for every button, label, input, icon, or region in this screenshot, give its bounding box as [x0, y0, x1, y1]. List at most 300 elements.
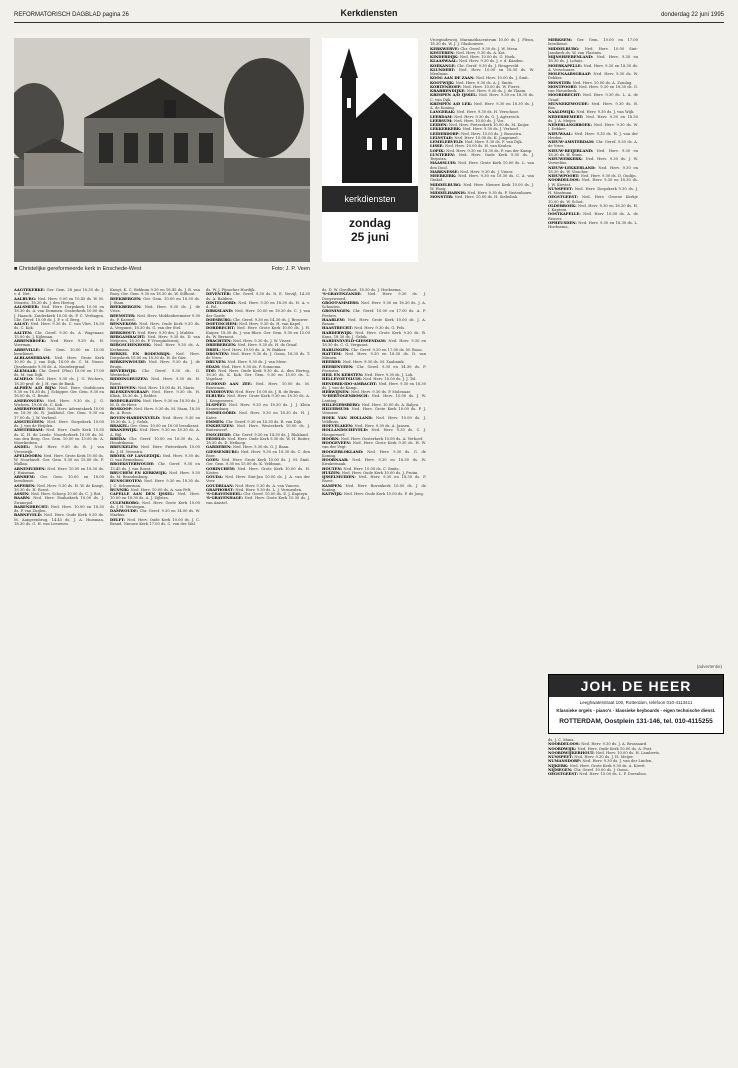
- listing-entry: [110, 509, 200, 518]
- listing-text: Ned. Herv. Adventskerk 10.00 en 18.30 ds. R. Jonkheid. Ger. Gem. 9.30 en 17.00 ds. J. W. Verheul.: [14, 407, 104, 420]
- listing-place: ALKMAAR:: [14, 368, 39, 373]
- listing-place: KAMPEN:: [322, 483, 346, 488]
- listing-entry: [548, 72, 638, 81]
- listing-place: MAASSLUIS:: [430, 161, 459, 166]
- listing-entry: [206, 369, 310, 382]
- listing-text: Ned. Herv. Dorpskerk 10.00 ds. J. van de Heijden.: [14, 419, 104, 428]
- listing-place: KRABBENDIJKE:: [430, 89, 467, 93]
- listing-place: MUNNEKEWOUDE:: [548, 101, 592, 106]
- listing-text: Ned. Herv. 9.30 ds. B. J. van Vreeswijk.: [14, 445, 104, 454]
- listing-entry: [110, 462, 200, 471]
- listing-text: Ned. Herv. 10.00 ds. G. Hoek.: [459, 55, 516, 59]
- listing-place: EDE:: [206, 368, 219, 373]
- listing-entry: [110, 437, 200, 446]
- listing-text: Ned. Herv. 9.30 ds. H. de Graaf.: [237, 343, 298, 348]
- listing-entry: [206, 424, 310, 433]
- listing-entry: [206, 437, 310, 446]
- listing-text: Ned. Herv. 9.30 ds. J. van Wijk.: [576, 110, 635, 115]
- listing-entry: [206, 352, 310, 361]
- listing-place: AALST:: [14, 322, 31, 326]
- listing-text: Ned. Herv. 9.30 ds. A. Kerkmans.: [110, 343, 200, 352]
- listing-entry: [548, 93, 638, 102]
- listing-place: HOORNAAR:: [322, 458, 353, 462]
- listing-text: Ned. Herv. 9.30 en 18.30 ds. J. Lohuis.: [548, 55, 638, 64]
- listing-text: Ger. Gem. 10.00 en 17.00 leesdienst.: [548, 38, 638, 47]
- listing-place: ASSEN:: [14, 492, 31, 496]
- listing-place: HOUTEN:: [322, 466, 344, 471]
- listing-entry: [206, 458, 310, 467]
- listing-place: MIDDELBURG:: [430, 182, 464, 187]
- listing-entry: [14, 288, 104, 297]
- listing-place: 'S-HERTOGENBOSCH:: [322, 394, 372, 399]
- listing-place: BUNSCHOTEN:: [110, 479, 144, 484]
- listing-place: ELSPEET:: [206, 402, 229, 407]
- listing-place: NIEUWAAL:: [548, 131, 575, 136]
- listing-text: Chr. Geref. 9.30 ds. J. Hengeveld.: [457, 63, 520, 68]
- listing-entry: [548, 221, 638, 230]
- listing-entry: [430, 183, 534, 192]
- listing-place: KOEKANGE:: [430, 63, 458, 68]
- listing-place: LANGERAK:: [430, 110, 457, 115]
- listing-text: Ned. Herv. Nieuwe Kerk 10.00 ds. J. W. Hoog.: [430, 182, 534, 191]
- photo-caption: [14, 266, 310, 272]
- column-4-main: [322, 288, 426, 1058]
- listing-place: NUNSPEET:: [548, 186, 575, 191]
- column-3: [206, 288, 310, 1058]
- listing-entry: [548, 38, 638, 47]
- promo-day: zondag: [349, 216, 391, 230]
- listing-text: Vroegindeweij. Maranathacentrum 10.00 ds. J. Pleun, 18.30 ds. W. J. J. Glashouwer.: [430, 38, 534, 47]
- listing-entry: [110, 407, 200, 416]
- listing-text: Chr. Geref. 9.30 ds. R. E. Verzijl, 14.30 ds. A. Baldere.: [206, 292, 310, 301]
- listing-place: MONSTER:: [430, 195, 455, 200]
- listing-place: DEVENTER:: [206, 292, 233, 297]
- listing-text: Ned. Herv. 9.30 ds. A. Kot.: [456, 50, 506, 55]
- listing-text: Ned. Herv. 10.00 ds. J. Vos.: [453, 118, 505, 123]
- listing-entry: [206, 450, 310, 459]
- listing-place: APELDOORN:: [14, 453, 44, 458]
- listing-text: Ned. Herv. 10.00 ds. M. Bouwman.: [206, 381, 310, 390]
- section-title: Kerkdiensten: [340, 8, 398, 18]
- listing-text: Ned. Herv. 10.00 en 18.30 ds. J. Huisman.: [14, 466, 104, 475]
- listing-entry: [14, 339, 104, 348]
- listing-entry: [206, 475, 310, 484]
- listing-text: Ned. Herv. 9.30 ds. A. Jansen.: [354, 424, 411, 428]
- masthead-date: donderdag 22 juni 1995: [660, 12, 724, 18]
- listing-place: DIRKSLAND:: [206, 309, 235, 314]
- listing-place: NIEUW-LEKKERLAND:: [548, 165, 599, 170]
- church-icon: [322, 38, 418, 183]
- listing-text: ds. W. J. Pijnacker Hordijk.: [206, 288, 256, 292]
- listing-entry: [110, 518, 200, 527]
- listing-text: Ned. Herv. 9.30 ds. J. A. Brussaard.: [581, 742, 648, 747]
- listing-entry: [14, 386, 104, 399]
- listing-text: Ned. Herv. Sint-Jan 10.00 ds. J. A. van der Veer.: [206, 475, 310, 484]
- listing-entry: [110, 471, 200, 480]
- listing-text: Ned. Herv. 10.00 ds. K. Jongeneel.: [454, 135, 519, 140]
- listing-place: ABBEVILLE:: [14, 347, 45, 352]
- listing-text: Chr. Geref. 10.00 en 17.00 ds. A. F. Peeters.: [322, 309, 426, 318]
- listing-entry: [322, 441, 426, 450]
- listing-entry: [14, 322, 104, 331]
- listing-place: AMSTERDAM:: [14, 428, 47, 433]
- listing-text: Ned. Herv. 9.30 en 18.30 ds. J. C. Schuurman.: [110, 479, 200, 488]
- listing-text: Ned. Herv. Grote Kerk 9.30 en 18.30 ds. A. J. Kempeneers.: [206, 394, 310, 403]
- listing-place: DRIEBERGEN:: [206, 343, 238, 348]
- listing-entry: [110, 352, 200, 361]
- listing-text: Ned. Herv. Grote Kerk 10.00 ds. J. A. Braam.: [322, 317, 426, 326]
- listing-place: IJSSELMUIDEN:: [322, 475, 359, 479]
- listing-place: ERMELO:: [206, 436, 228, 441]
- listing-entry: [322, 301, 426, 310]
- listing-text: Ned. Herv. 9.30 en 18.30 ds. L. J. Geluk.: [110, 415, 200, 424]
- listing-place: NEDERLANGBROEK:: [548, 123, 594, 127]
- listing-text: Ger. Gem. 10.00 en 18.00 leesdienst.: [130, 424, 200, 428]
- listing-place: MOLENAARSGRAAF:: [548, 72, 594, 76]
- listing-text: Ned. Herv. 9.30 ds. G. Pels.: [354, 326, 406, 331]
- listing-place: AAGTEKERKE:: [14, 288, 47, 292]
- listing-text: Ned. Herv. Oude Kerk 10.00 ds. P. de Jong.: [343, 492, 425, 496]
- listing-place: HARLINGEN:: [322, 347, 351, 352]
- listing-text: Chr. Geref. 10.00 ds. J. Ooms.: [573, 767, 629, 772]
- listing-entry: [548, 102, 638, 111]
- listing-place: HEIL EN KERSTEN:: [322, 373, 365, 377]
- listing-place: NEDERHEMERT:: [548, 114, 586, 119]
- listing-place: MIJNSHEERENLAND:: [548, 55, 597, 59]
- listing-place: BEEKBERGEN:: [110, 305, 145, 309]
- listing-place: KESTEREN:: [430, 50, 456, 55]
- listing-place: EMMEN:: [206, 419, 226, 424]
- listing-place: HEERDE:: [322, 360, 343, 365]
- listing-place: NIEUW-AMSTERDAM:: [548, 140, 596, 144]
- promo-date: [322, 216, 418, 244]
- listing-place: HENDRIK-IDO-AMBACHT:: [322, 381, 379, 386]
- listing-place: 'S-GRAVENHAGE:: [206, 496, 245, 501]
- listing-entry: [110, 399, 200, 408]
- listing-place: DOESBURG:: [206, 317, 234, 322]
- listing-entry: [430, 68, 534, 77]
- listing-place: BENNEKOM:: [110, 322, 140, 326]
- listing-place: KINDERDIJK:: [430, 55, 460, 59]
- listing-text: Ned. Herv. Middenbeemster 9.30 ds. P. Kasteel.: [110, 313, 200, 322]
- listing-place: KATWIJK:: [322, 492, 344, 496]
- listing-text: Ned. Herv. 9.30 ds. J. Visser.: [460, 169, 514, 174]
- listing-place: BIDDINGHUIZEN:: [110, 377, 152, 382]
- listing-place: GRAFHORST:: [206, 487, 236, 492]
- listing-text: Ned. Herv. Grote Kerk 10.00 ds. J. van Dijk, 18.00 ds. C. M. Visser. IJsselmonde 9.30 ds. A. Noordergraaf.: [14, 356, 104, 369]
- listing-text: Ned. Herv. 9.30 en 18.30 ds. W. Kwakernaak.: [322, 458, 426, 467]
- listing-text: Ned. Herv. 9.30 ds. B. Bos.: [548, 101, 638, 110]
- listing-text: Ned. Herv. 9.30 ds. H. Verschoor.: [456, 110, 519, 115]
- listing-place: NIEUWPOORT:: [548, 174, 581, 178]
- listing-place: GIESSENBURG:: [206, 449, 241, 454]
- listing-entry: [322, 475, 426, 484]
- listing-text: Ned. Herv. 9.30 ds. J. van der Linden.: [582, 759, 653, 764]
- listing-entry: [322, 309, 426, 318]
- listing-entry: [322, 292, 426, 301]
- listing-entry: [14, 377, 104, 386]
- listing-place: HELLEVOETSLUIS:: [322, 377, 364, 382]
- listing-text: Chr. Geref. 9.30 ds. D. Westerhof.: [110, 368, 200, 377]
- listing-place: GRONINGEN:: [322, 309, 353, 314]
- column-2: [110, 288, 200, 1058]
- church-photo: [14, 38, 310, 262]
- listing-entry: [110, 492, 200, 501]
- listing-text: Ned. Herv. 10.00 en 18.30 ds. C. J. van der Garde.: [206, 309, 310, 318]
- listing-place: KOOTWIJK:: [430, 80, 456, 85]
- listing-entry: [110, 288, 200, 297]
- listing-text: Ned. Herv. 10.00 en 18.30 ds. P. van Zuijlen.: [14, 504, 104, 513]
- listing-place: NIJMEGEN:: [548, 767, 574, 772]
- listing-place: HOOGEBLOKLAND:: [322, 449, 368, 454]
- listing-entry: [110, 335, 200, 344]
- listing-entry: [110, 305, 200, 314]
- listing-place: GARDEREN:: [206, 445, 233, 450]
- listing-entry: [14, 297, 104, 306]
- advertisement[interactable]: [548, 674, 724, 734]
- listing-text: Ned. Herv. 9.30 ds. A. J. Smits.: [455, 80, 514, 85]
- listing-text: Ned. Herv. 9.30 ds. C. van Vliet, 18.30 ds. C. Kok.: [14, 322, 104, 331]
- listing-place: BILTHOVEN:: [110, 385, 139, 390]
- listing-text: Ned. Herv. 10.00 Sint-Janskerk ds. W. van Vlastuin.: [548, 46, 638, 55]
- listing-place: ABBENBROEK:: [14, 339, 51, 343]
- listing-text: Ned. Herv. Oude Kerk 9.30 ds. A. den Hertog, 18.30 ds. K. Kok. Ger. Gem. 9.30 en 15.00 ds. L. Vogelaar.: [206, 368, 310, 382]
- listing-place: HARDINXVELD-GIESSENDAM:: [322, 339, 389, 343]
- column-1: [14, 288, 104, 1058]
- listing-place: BRAKEL:: [110, 424, 131, 428]
- listing-text: Ned. Herv. 9.30 ds. M. Brandenburg.: [110, 470, 200, 479]
- listing-place: DRUNEN:: [206, 360, 228, 365]
- listing-entry: [548, 187, 638, 196]
- listing-text: Ned. Herv. 9.30 ds. H. W. de Knegt, 18.30 ds. H. Roest.: [14, 483, 104, 492]
- listing-entry: [322, 407, 426, 416]
- listing-entry: [14, 348, 104, 357]
- listing-entry: [110, 445, 200, 454]
- listing-entry: [14, 407, 104, 420]
- listing-place: BERKENWOUDE:: [110, 360, 149, 365]
- listing-place: BEVERWIJK:: [110, 368, 143, 373]
- listing-text: Ned. Herv. Groene Kerkje 10.00 ds. W. Schot.: [548, 195, 638, 204]
- listing-place: HAASTRECHT:: [322, 326, 355, 331]
- listing-place: BRUCHEM EN KERKWIJK:: [110, 470, 170, 475]
- column-5: [430, 38, 534, 1058]
- listing-entry: [206, 411, 310, 420]
- listing-text: Ned. Herv. Oosterkerk 10.00 ds. A. Verhoef.: [340, 436, 424, 441]
- listing-place: BERGSCHENHOEK:: [110, 343, 154, 348]
- listing-place: KORTENHOEF:: [430, 84, 463, 89]
- listing-text: Ned. Herv. 9.30 en 18.30 ds. C. den Boer.: [206, 449, 310, 458]
- listing-text: Ned. Herv. 9.30 ds. L. J. Vermeulen.: [235, 487, 303, 492]
- promo-date-text: 25 juni: [350, 230, 389, 244]
- listing-entry: [322, 458, 426, 467]
- listing-entry: [548, 178, 638, 187]
- listing-text: Ned. Herv. 9.30 en 18.30 ds. D. van Minnen.: [322, 351, 426, 360]
- listing-text: Ned. Herv. 10.00 ds. J. W. Lenting.: [322, 394, 426, 403]
- listing-entry: [322, 416, 426, 425]
- listing-entry: [548, 115, 638, 124]
- listing-place: DRIEL:: [206, 347, 223, 352]
- listing-entry: [14, 399, 104, 408]
- listing-place: ALMELO:: [14, 377, 36, 382]
- listing-entry: [206, 292, 310, 301]
- listing-entry: [14, 420, 104, 429]
- listing-entry: [110, 501, 200, 510]
- listing-text: Ned. Herv. Oude Kerk 9.30 ds. M. Aangeenbrug, 14.45 ds. J. A. Huisman, 18.30 ds. G. H. van Leeuwen.: [14, 513, 104, 526]
- listing-entry: [430, 93, 534, 102]
- listing-text: Ned. Herv. Grote Kerk 10.00 ds. P. J. Vermeer.: [322, 407, 426, 416]
- listing-text: Chr. Geref. 9.30 en 17.00 ds. M. Boon.: [350, 347, 423, 352]
- listing-text: Ned. Herv. 9.00 en 10.45 ds. W. M. Mourits, 18.30 ds. J. den Hertog.: [14, 296, 104, 305]
- listing-text: Ned. Herv. Bovenkerk 10.00 ds. J. de Koning.: [322, 483, 426, 492]
- listing-text: Chr. Geref. 9.30 en 14.00 ds. W. Markus.: [110, 509, 200, 518]
- listing-text: Ned. Herv. 10.00 ds. A. van Pelt.: [130, 487, 192, 492]
- listing-text: Ned. Herv. 9.30 en 18.30 ds. H. A. v. d. Pol.: [206, 300, 310, 309]
- listing-place: HERWIJNEN:: [322, 390, 351, 394]
- listing-text: Ned. Herv. 10.00 ds. H. van Keulen.: [445, 144, 513, 149]
- listing-place: ANDEL:: [14, 445, 35, 450]
- listing-place: KOOG AAN DE ZAAN:: [430, 76, 476, 81]
- listing-text: Ned. Herv. Grote Kerk 10.00 ds. W. Noorlandt. Ger. Gem. 9.30 en 15.00 ds. F. Mallan.: [14, 453, 104, 467]
- listing-text: Ned. Herv. 9.30 ds. H. Roest.: [110, 377, 200, 386]
- listing-place: MARKNESSE:: [430, 169, 461, 174]
- ad-label: (advertentie): [696, 664, 722, 669]
- listing-text: Ned. Herv. 9.30 ds. J. G. Wichers, 19.00 ds. C. Kok.: [14, 398, 104, 407]
- listing-place: BAARN:: [14, 496, 34, 501]
- listing-text: Chr. Geref. 9.30 ds. A. Wagenaar, 15.00 ds. J. Kijleman.: [14, 330, 104, 339]
- listing-text: Ned. Herv. 10.00 ds. W. Fieret.: [462, 84, 521, 89]
- listing-entry: [548, 123, 638, 132]
- listing-text: Ned. Herv. 10.00 ds. J. Veldhuis.: [322, 415, 426, 424]
- listing-place: BLESKENSGRAAF:: [110, 390, 152, 394]
- column-7: [548, 738, 722, 1058]
- listing-entry: [110, 360, 200, 369]
- listing-text: Ger. Gem. 10.00 en 15.00 leesdienst.: [14, 347, 104, 356]
- listing-place: ASPEREN:: [14, 483, 37, 488]
- listing-place: AMERONGEN:: [14, 398, 48, 403]
- listing-text: Ned. Herv. 9.30 en 18.30 ds. A. A. Bijl.: [110, 428, 200, 437]
- listing-entry: [14, 513, 104, 526]
- listing-text: Ned. Herv. 9.30 en 18.30 ds. G. van Nieuwkerk.: [548, 84, 638, 93]
- listing-place: BERKHOUT:: [110, 330, 138, 335]
- listing-place: HAARLEM:: [322, 317, 348, 322]
- listing-place: BARNEVELD:: [14, 513, 44, 518]
- listing-place: MERKSEM:: [548, 38, 577, 42]
- listing-text: Ned. Herv. 10.00 en 18.30 ds. A. J. Zijlstra.: [110, 492, 200, 501]
- listing-text: Ned. Herv. 9.30 ds. J. v. d. Kaaden.: [459, 59, 524, 64]
- listing-place: LEMELERVELD:: [430, 140, 465, 144]
- listing-text: Ned. Herv. 9.30 ds. H. Klink, 18.30 ds. J. Belder.: [110, 390, 200, 399]
- listing-place: HEERENVEEN:: [322, 364, 357, 369]
- listing-text: Ned. Herv. Pieterskerk 10.00 ds. M. Kuijer.: [449, 123, 530, 127]
- listing-place: BEEKBERGEN:: [110, 296, 144, 301]
- listing-text: Ned. Herv. Pauluskerk 10.00 ds. J. Zwanepol.: [14, 496, 104, 505]
- listing-place: NOORDELOOS:: [548, 178, 582, 183]
- listing-text: Ned. Herv. Pieterskerk 10.00 ds. J. H. Veenstra.: [110, 445, 200, 454]
- kerkdiensten-promo: [322, 38, 418, 262]
- listing-text: Ned. Herv. 9.30 ds. J. Lok.: [364, 373, 414, 377]
- listing-entry: [430, 161, 534, 170]
- listing-text: Ned. Herv. Oude Kerk 10.00 ds. A. Post.: [577, 746, 653, 751]
- listing-text: Ned. Herv. 9.30 en 18.30 ds. J. W. Kieviet.: [548, 178, 638, 187]
- listing-entry: [14, 484, 104, 493]
- listing-place: BEEMSTER:: [110, 313, 137, 318]
- listing-place: AMERSFOORT:: [14, 407, 47, 411]
- listing-text: Ned. Herv. 9.30 en 18.30 ds. C. A. van Ginkel.: [430, 174, 534, 183]
- listing-place: NOORDWIJK:: [548, 746, 578, 751]
- listing-text: Ned. Herv. Oude Kerk 9.30 ds. J. Terpstra.: [430, 152, 534, 161]
- listing-entry: [110, 322, 200, 331]
- listing-place: LEERDAM:: [430, 114, 455, 119]
- listing-place: 'S-GRAVENDEEL:: [206, 492, 244, 496]
- listing-place: HATTEM:: [322, 351, 346, 356]
- listing-text: Ned. Herv. 9.30 en 18.30 ds. J. A. de Koning.: [430, 101, 534, 110]
- listing-place: ENSCHEDE:: [206, 432, 233, 437]
- listing-text: Ned. Herv. 9.30 ds. P. Sonnema.: [221, 364, 282, 369]
- listing-text: Ned. Herv. 9.30 en 18.30 ds. J. A. Meijer.: [548, 114, 638, 123]
- listing-entry: [548, 85, 638, 94]
- listing-place: GOES:: [206, 458, 222, 462]
- listing-place: BRANDWIJK:: [110, 428, 140, 433]
- listing-place: LELYSTAD:: [430, 135, 455, 140]
- listing-place: BARENDRECHT:: [14, 504, 51, 509]
- listing-entry: [110, 479, 200, 488]
- listing-entry: [548, 195, 638, 204]
- listing-entry: [110, 416, 200, 425]
- listing-text: Ned. Herv. Grote Kerk 10.30 ds. J. van Amstel.: [206, 496, 310, 505]
- church-photo-image: [14, 38, 310, 262]
- listing-entry: [110, 390, 200, 399]
- listing-text: Ned. Herv. 9.30 ds. J. de Vries.: [110, 305, 200, 314]
- listing-text: Ned. Herv. Grote Kerk 10.00 ds. J. M. Smit. Ger. Gem. 9.30 en 15.00 ds. K. Veldman.: [206, 458, 310, 467]
- listing-text: Chr. Geref. 10.00 en 16.30 ds. A. Hendriksma.: [110, 436, 200, 445]
- listing-place: NIEUWERKERK:: [548, 157, 586, 161]
- listing-text: Ned. Herv. 10.00 ds. A. Baljeu.: [361, 402, 420, 407]
- listing-text: Ned. Herv. 9.30 en 18.30 ds. H. J. Kaptein.: [548, 203, 638, 212]
- listing-place: HOOGEVEEN:: [322, 441, 353, 445]
- listing-place: GOUDRIAAN:: [206, 483, 236, 488]
- listing-text: Ned. Herv. 9.30 ds. G. de Koning.: [322, 449, 426, 458]
- column-6: [548, 38, 638, 658]
- listing-text: Ned. Herv. 9.30 ds. J. W. Verwelius.: [548, 157, 638, 166]
- listing-text: Ned. Herv. 9.30 ds. G. J. Agteresch.: [454, 114, 521, 119]
- listing-text: Chr. Geref. 9.30 en 14.30 ds. R. van Dijk.: [225, 419, 303, 424]
- promo-title: kerkdiensten: [322, 186, 418, 212]
- listing-text: Ned. Herv. 9.30 ds. G. van Bennekom.: [110, 453, 200, 462]
- listing-text: Ned. Herv. Grote Kerk 9.30 ds. B. Kunz, 18.30 ds. J. Geluk.: [322, 330, 426, 339]
- listing-text: Ned. Herv. 9.30 en 18.30 ds. C. G. Vergunst.: [322, 339, 426, 348]
- listing-place: BREUKELEN:: [110, 445, 141, 450]
- listing-text: Ned. Herv. 9.30 en 18.30 ds. W. Visscher.: [548, 165, 638, 174]
- listing-text: Ned. Herv. 9.30 ds. C. J. Hoogerwerf.: [322, 428, 426, 437]
- listing-text: Ned. Herv. Grote Kerk 10.00 ds. J. H. Kuiper, 18.30 ds. J. van Rhee. Ger. Gem. 9.30 en 15.00 ds. W. Bernout.: [206, 326, 310, 339]
- listing-entry: [110, 428, 200, 437]
- listing-entry: [110, 369, 200, 378]
- listing-entry: [110, 343, 200, 352]
- listing-place: HOEVELAKEN:: [322, 424, 355, 428]
- listing-text: Ned. Herv. Grote Kerk 10.00 ds. H. Koster.: [206, 466, 310, 475]
- listing-text: Ned. Herv. 9.30 en 18.30 ds. C. van Dijk.: [430, 93, 534, 102]
- listing-text: Ned. Herv. 9.30 ds. L. A. de Graaf.: [548, 93, 638, 102]
- listing-text: Ned. Herv. Grote Kerk 10.00 ds. J. H. Verstegen.: [110, 500, 200, 509]
- listing-place: LISSE:: [430, 144, 446, 149]
- listing-entry: [206, 382, 310, 391]
- listing-text: Ned. Herv. Oude Kerk 9.30 ds. W. H. Ruiter, 18.30 ds. D. Heikoop.: [206, 436, 310, 445]
- listing-place: HUIZEN:: [322, 470, 342, 475]
- listing-entry: [110, 377, 200, 386]
- listing-place: NIEUW-BEIJERLAND:: [548, 148, 597, 153]
- listing-text: Ned. Herv. 10.00 ds. L. P. Dorenbos.: [579, 772, 647, 776]
- listing-text: Ned. Herv. 9.30 ds. F. van Dijk.: [464, 140, 523, 144]
